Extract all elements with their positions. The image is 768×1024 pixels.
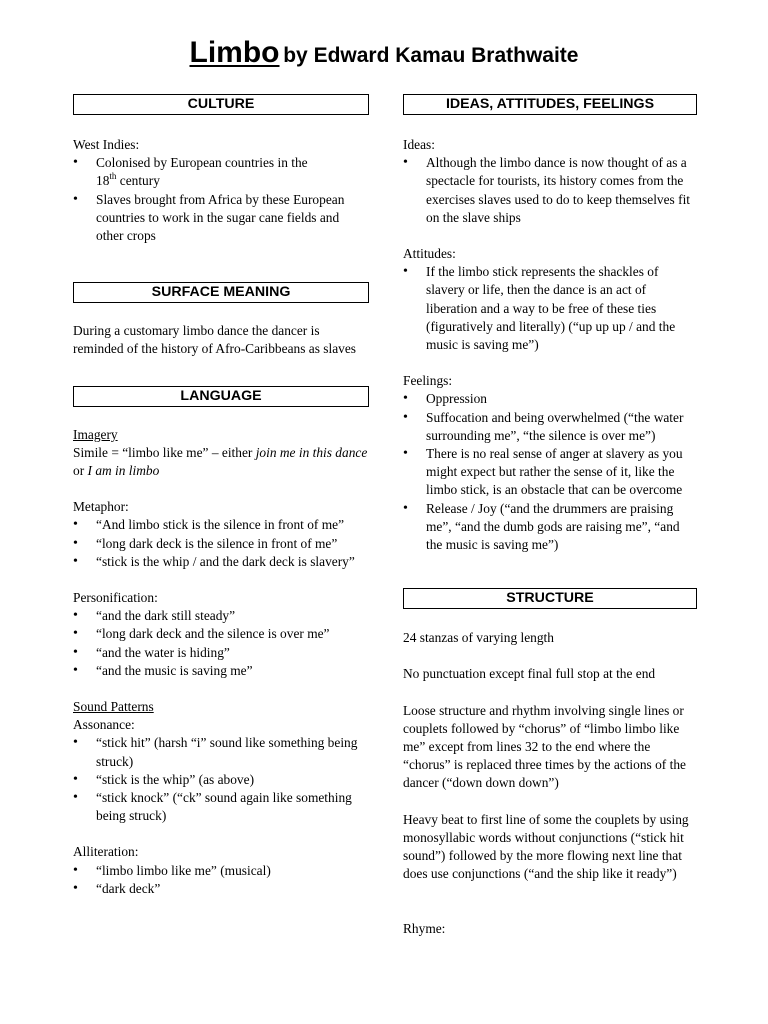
- surface-meaning-heading: SURFACE MEANING: [73, 282, 369, 303]
- alliteration-list: [73, 862, 369, 898]
- list-item: • “stick knock” (“ck” sound again like something being struck): [73, 789, 369, 825]
- poem-title: Limbo: [189, 36, 280, 69]
- list-item: • If the limbo stick represents the shackles of slavery or life, then the dance is an act of liberation and a way to be free of these ties (figuratively and literally) (“up up up / and the music is saving me”): [403, 263, 697, 354]
- structure-heading: STRUCTURE: [403, 588, 697, 609]
- language-heading: LANGUAGE: [73, 386, 369, 407]
- attitudes-label: Attitudes:: [403, 246, 456, 262]
- personification-list: [73, 607, 369, 680]
- assonance-label: Assonance:: [73, 717, 135, 733]
- list-item: • Although the limbo dance is now thought of as a spectacle for tourists, its history comes from the exercises slaves used to do to keep themselves fit on the slave ships: [403, 154, 697, 227]
- ideas-label: Ideas:: [403, 137, 435, 152]
- culture-section: [73, 136, 369, 245]
- list-item: • “and the dark still steady”: [73, 607, 369, 625]
- metaphor-list: [73, 516, 369, 571]
- culture-list: [73, 154, 369, 245]
- attitudes-list: [403, 263, 697, 354]
- list-item: • Suffocation and being overwhelmed (“the water surrounding me”, “the silence is over me”): [403, 409, 697, 445]
- structure-p3: Loose structure and rhythm involving single lines or couplets followed by “chorus” of “limbo limbo like me” except from lines 32 to the end where the “chorus” is replaced three times by the actions of the dancer (“down down down”): [403, 702, 686, 791]
- ideas-heading: IDEAS, ATTITUDES, FEELINGS: [403, 94, 697, 115]
- poem-author: by Edward Kamau Brathwaite: [283, 44, 579, 67]
- list-item: • “long dark deck is the silence in front of me”: [73, 535, 369, 553]
- assonance-list: [73, 734, 369, 825]
- list-item: • Slaves brought from Africa by these European countries to work in the sugar cane fields and other crops: [73, 191, 369, 246]
- ideas-list: [403, 154, 697, 227]
- alliteration-label: Alliteration:: [73, 844, 139, 860]
- list-item: • “stick hit” (harsh “i” sound like something being struck): [73, 734, 369, 770]
- personification-label: Personification:: [73, 590, 158, 606]
- feelings-label: Feelings:: [403, 373, 453, 389]
- simile-text: Simile = “limbo like me” – either join me in this dance or I am in limbo: [73, 444, 368, 479]
- structure-p1: 24 stanzas of varying length: [403, 630, 554, 646]
- list-item: • “and the music is saving me”: [73, 662, 369, 680]
- list-item: • There is no real sense of anger at slavery as you might expect but rather the sense of it, like the limbo stick, is an obstacle that can be overcome: [403, 445, 697, 500]
- page-title: [0, 36, 768, 69]
- west-indies-label: West Indies:: [73, 137, 140, 152]
- list-item: • “stick is the whip / and the dark deck is slavery”: [73, 553, 369, 571]
- feelings-list: [403, 390, 697, 554]
- surface-meaning-text: During a customary limbo dance the dancer is reminded of the history of Afro-Caribbeans as slaves: [73, 323, 356, 357]
- list-item: • Oppression: [403, 390, 697, 408]
- list-item: • Colonised by European countries in the 18th century: [73, 154, 369, 190]
- structure-p2: No punctuation except final full stop at the end: [403, 666, 656, 682]
- list-item: • “limbo limbo like me” (musical): [73, 862, 369, 880]
- list-item: • “long dark deck and the silence is over me”: [73, 625, 369, 643]
- left-column: [73, 94, 369, 898]
- right-column: [403, 94, 697, 938]
- list-item: • “dark deck”: [73, 880, 369, 898]
- structure-p4: Heavy beat to first line of some the couplets by using monosyllabic words without conjunctions (“stick hit sound”) followed by the more flowing next line that does use conjunctions (“and the ship like it ready”): [403, 811, 689, 882]
- list-item: • “stick is the whip” (as above): [73, 771, 369, 789]
- list-item: • Release / Joy (“and the drummers are praising me”, “and the dumb gods are raising me”, “and the music is saving me”): [403, 500, 697, 555]
- sound-patterns-label: Sound Patterns: [73, 699, 154, 715]
- list-item: • “And limbo stick is the silence in front of me”: [73, 516, 369, 534]
- rhyme-label: Rhyme:: [403, 920, 446, 936]
- culture-heading: CULTURE: [73, 94, 369, 115]
- imagery-label: Imagery: [73, 426, 118, 442]
- metaphor-label: Metaphor:: [73, 499, 129, 515]
- list-item: • “and the water is hiding”: [73, 644, 369, 662]
